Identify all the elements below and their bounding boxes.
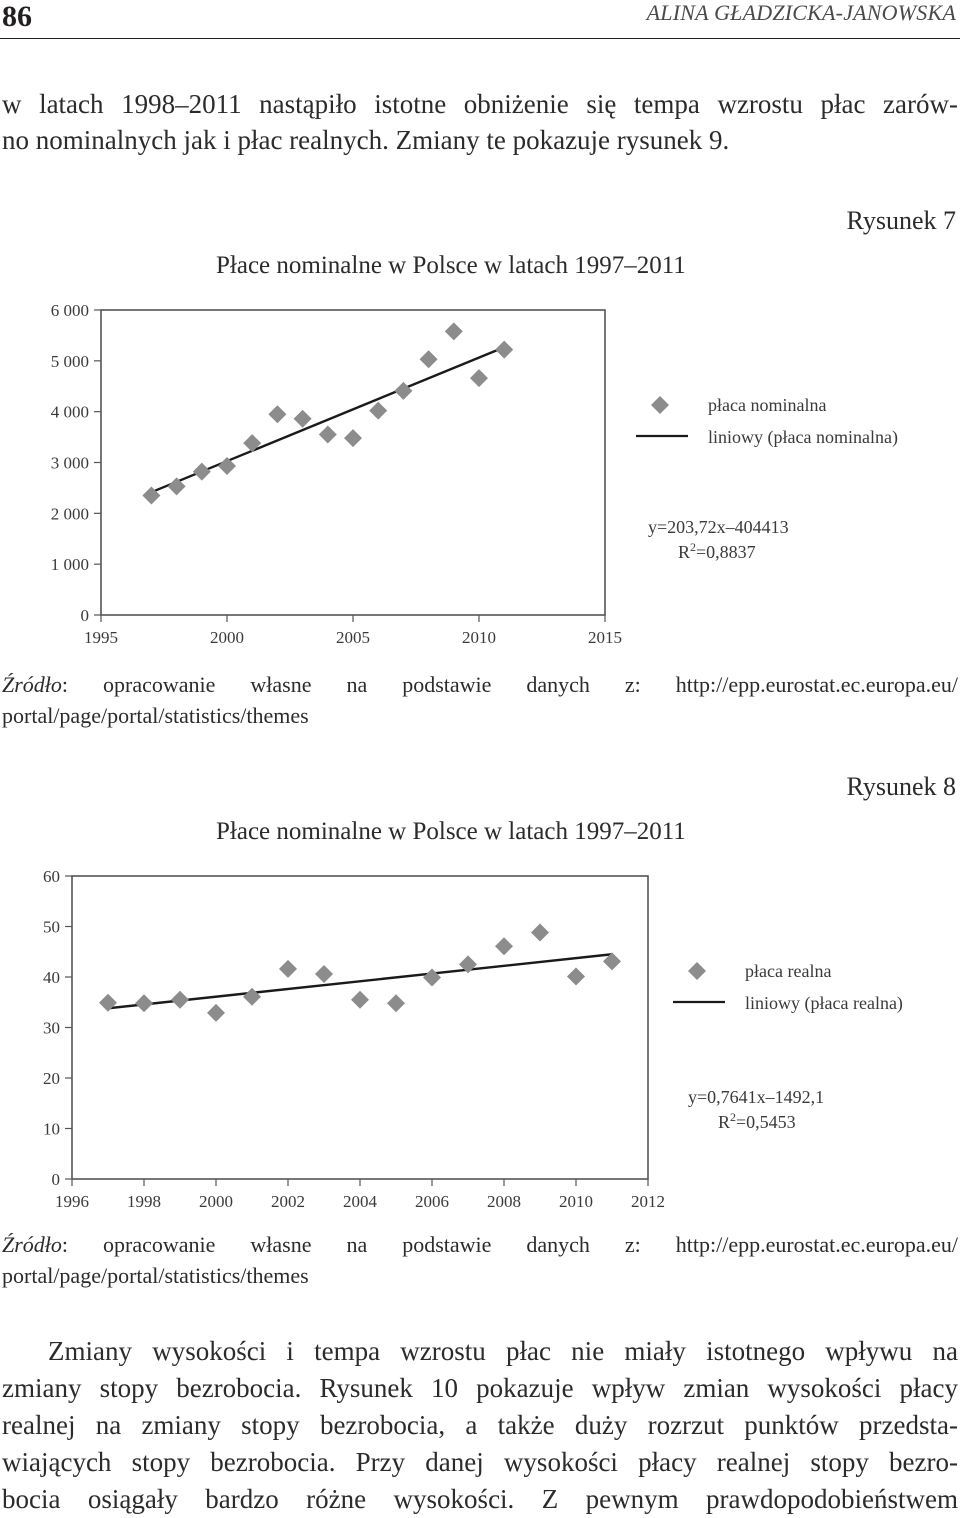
x-tick-label: 1996 <box>55 1192 89 1211</box>
page-number: 86 <box>2 0 32 33</box>
x-tick-label: 2002 <box>271 1192 305 1211</box>
x-tick-label: 2004 <box>343 1192 377 1211</box>
x-tick-label: 2005 <box>336 628 370 647</box>
closing-line-5: bocia osiągały bardzo różne wysokości. Z pewnym prawdopodobieństwem <box>2 1484 958 1514</box>
closing-line-3: realnej na zmiany stopy bezrobocia, a także duży rozrzut punktów przedsta- <box>2 1410 958 1440</box>
x-tick-label: 2010 <box>462 628 496 647</box>
y-tick-label: 6 000 <box>50 301 89 320</box>
r-squared-label: $R^2=0,8837$ <box>678 540 756 562</box>
running-head: ALINA GŁADZICKA-JANOWSKA <box>646 0 956 25</box>
x-tick-label: 2015 <box>588 628 622 647</box>
x-tick-label: 1998 <box>127 1192 161 1211</box>
source-lead: Źródło <box>2 672 62 697</box>
x-tick-label: 2008 <box>487 1192 521 1211</box>
x-tick-label: 1995 <box>84 628 118 647</box>
data-point <box>495 937 513 955</box>
x-tick-label: 2010 <box>559 1192 593 1211</box>
data-point <box>495 341 513 359</box>
y-tick-label: 40 <box>43 968 60 987</box>
chart-1 <box>0 290 960 660</box>
intro-line-1: w latach 1998–2011 nastąpiło istotne obniżenie się tempa wzrostu płac zarów- <box>2 89 958 119</box>
figure-8-label: Rysunek 8 <box>846 772 956 801</box>
y-tick-label: 50 <box>43 917 60 937</box>
header-rule <box>0 38 960 39</box>
data-point <box>445 322 463 340</box>
closing-line-4: wiających stopy bezrobocia. Przy danej wysokości płacy realnej stopy bezro- <box>2 1447 958 1477</box>
y-tick-label: 20 <box>43 1069 60 1088</box>
y-tick-label: 4 000 <box>50 402 89 422</box>
data-point <box>193 463 211 481</box>
data-point <box>369 402 387 420</box>
source-text-line-2: portal/page/portal/statistics/themes <box>2 703 309 728</box>
x-tick-label: 2000 <box>199 1192 233 1211</box>
data-point <box>243 434 261 452</box>
y-tick-label: 60 <box>43 867 60 886</box>
y-tick-label: 30 <box>43 1018 60 1038</box>
data-point <box>99 994 117 1012</box>
trendline-equation: y=0,7641x–1492,1 <box>688 1087 825 1107</box>
figure-8-source <box>2 1229 958 1291</box>
closing-line-1: Zmiany wysokości i tempa wzrostu płac nie miały istotnego wpływu na <box>48 1336 958 1366</box>
y-tick-label: 1 000 <box>50 555 89 575</box>
x-tick-label: 2000 <box>210 628 244 647</box>
y-tick-label: 3 000 <box>50 453 89 473</box>
trendline-equation: y=203,72x–404413 <box>648 517 789 537</box>
data-point <box>351 991 369 1009</box>
data-point <box>470 369 488 387</box>
chart-1-title: Płace nominalne w Polsce w latach 1997–2011 <box>216 252 686 279</box>
legend-series-label: płaca realna <box>745 961 832 981</box>
data-point <box>207 1004 225 1022</box>
data-point <box>171 991 189 1009</box>
figure-7-source <box>2 669 958 731</box>
y-tick-label: 0 <box>80 606 89 625</box>
legend-trendline-label: liniowy (płaca nominalna) <box>708 427 898 447</box>
legend-marker-icon <box>688 962 706 980</box>
source-text: : opracowanie własne na podstawie danych z: http://epp.eurostat.ec.europa.eu/ <box>61 1232 958 1257</box>
source-text-line-2: portal/page/portal/statistics/themes <box>2 1263 309 1288</box>
closing-line-2: zmiany stopy bezrobocia. Rysunek 10 pokazuje wpływ zmian wysokości płacy <box>2 1373 958 1403</box>
y-tick-label: 10 <box>43 1119 60 1139</box>
data-point <box>268 405 286 423</box>
data-point <box>387 994 405 1012</box>
y-tick-label: 2 000 <box>50 504 89 524</box>
data-point <box>319 426 337 444</box>
data-point <box>135 994 153 1012</box>
figure-7-label: Rysunek 7 <box>846 206 956 235</box>
intro-paragraph <box>2 86 958 158</box>
r-squared-label: $R^2=0,5453$ <box>718 1110 796 1132</box>
data-point <box>279 960 297 978</box>
data-point <box>344 429 362 447</box>
data-point <box>394 382 412 400</box>
source-text: : opracowanie własne na podstawie danych z: http://epp.eurostat.ec.europa.eu/ <box>61 672 958 697</box>
x-tick-label: 2006 <box>415 1192 449 1211</box>
x-tick-label: 2012 <box>631 1192 665 1211</box>
legend-series-label: płaca nominalna <box>708 395 827 415</box>
data-point <box>420 350 438 368</box>
y-tick-label: 0 <box>51 1170 60 1189</box>
intro-line-2: no nominalnych jak i płac realnych. Zmiany te pokazuje rysunek 9. <box>2 125 730 155</box>
data-point <box>315 965 333 983</box>
data-point <box>243 988 261 1006</box>
y-tick-label: 5 000 <box>50 351 89 371</box>
data-point <box>531 924 549 942</box>
plot-area-frame <box>72 876 648 1179</box>
chart-2-title: Płace nominalne w Polsce w latach 1997–2011 <box>216 818 686 845</box>
data-point <box>294 410 312 428</box>
legend-marker-icon <box>651 396 669 414</box>
data-point <box>423 969 441 987</box>
legend-trendline-label: liniowy (płaca realna) <box>745 993 903 1013</box>
data-point <box>567 967 585 985</box>
chart-2 <box>0 860 960 1225</box>
plot-area-frame <box>101 310 605 615</box>
closing-paragraph <box>2 1333 958 1518</box>
source-lead: Źródło <box>2 1232 62 1257</box>
